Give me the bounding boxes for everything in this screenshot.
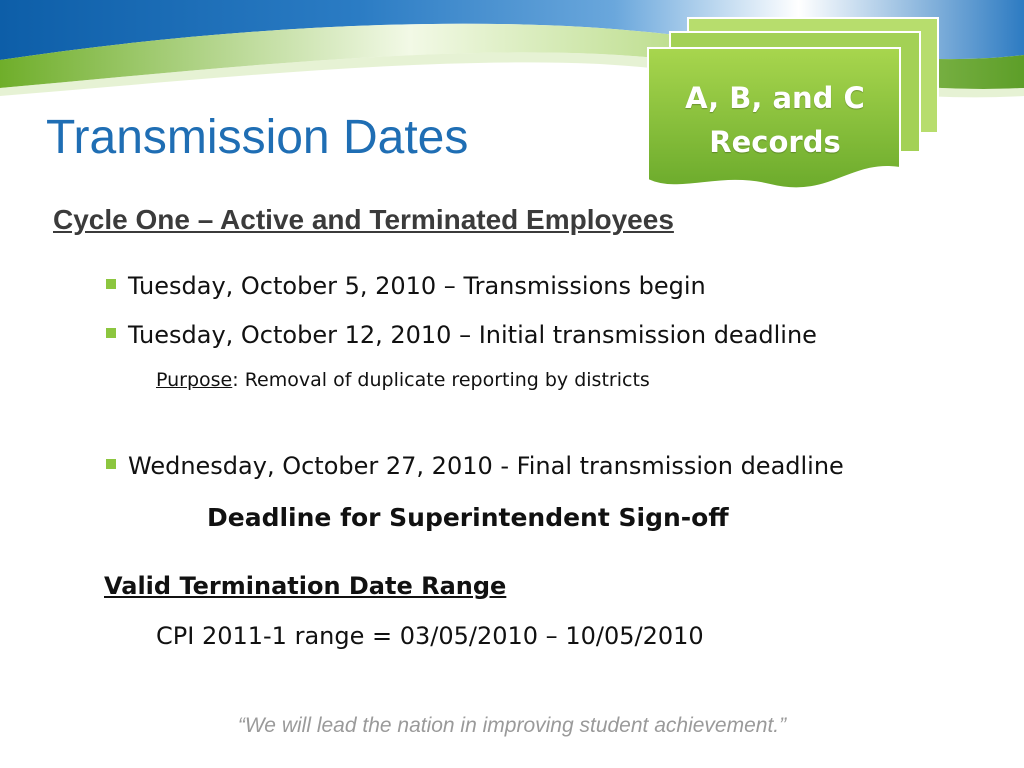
termination-range-heading: Valid Termination Date Range xyxy=(104,572,507,600)
square-bullet-icon xyxy=(106,279,116,289)
signoff-note: Deadline for Superintendent Sign-off xyxy=(207,503,729,532)
purpose-note xyxy=(156,369,650,391)
termination-range-value: CPI 2011-1 range = 03/05/2010 – 10/05/2010 xyxy=(156,622,704,650)
slide-subtitle: Cycle One – Active and Terminated Employees xyxy=(53,204,674,235)
records-callout-label: A, B, and C Records xyxy=(685,81,865,159)
bullet-text: Wednesday, October 27, 2010 - Final transmission deadline xyxy=(128,452,844,480)
bullet-item xyxy=(106,272,706,300)
bullet-item xyxy=(106,321,817,349)
footer-motto: “We will lead the nation in improving student achievement.” xyxy=(237,714,787,737)
bullet-text: Tuesday, October 12, 2010 – Initial transmission deadline xyxy=(128,321,817,349)
bullet-item xyxy=(106,452,844,480)
square-bullet-icon xyxy=(106,459,116,469)
purpose-text: : Removal of duplicate reporting by districts xyxy=(232,369,650,391)
bullet-text: Tuesday, October 5, 2010 – Transmissions begin xyxy=(128,272,706,300)
slide-title: Transmission Dates xyxy=(46,111,469,164)
purpose-label: Purpose xyxy=(156,369,233,391)
square-bullet-icon xyxy=(106,328,116,338)
